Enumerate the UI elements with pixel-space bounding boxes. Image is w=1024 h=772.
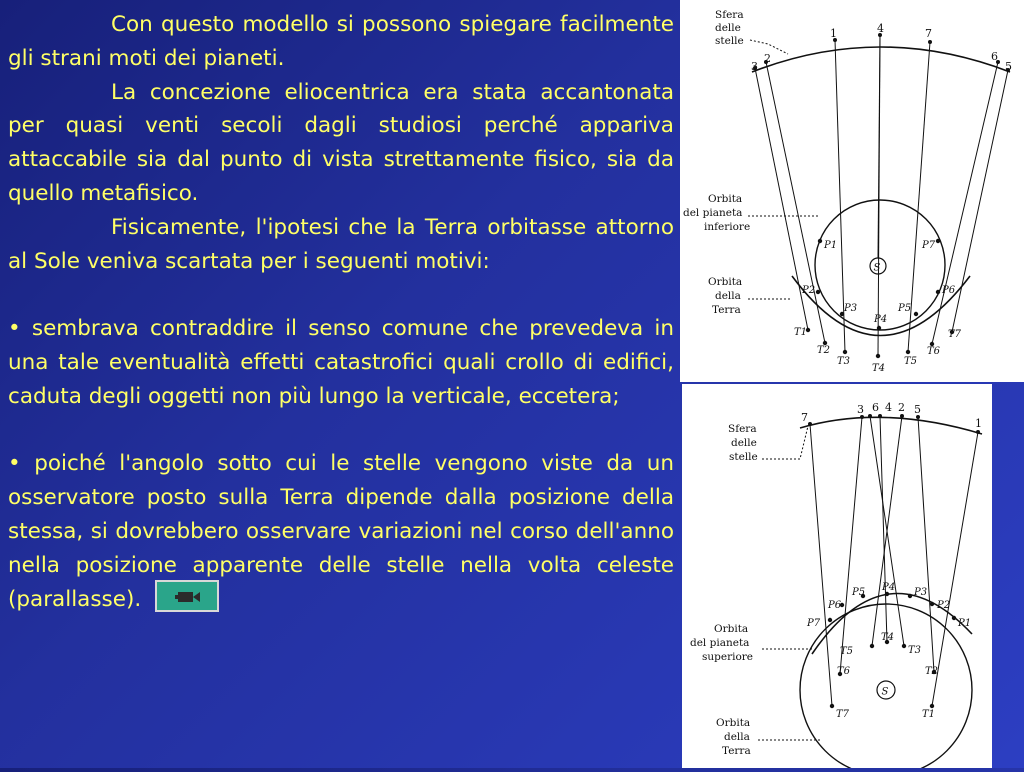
planet-orbit-label: del pianeta bbox=[690, 637, 750, 649]
earth-label: T2 bbox=[817, 345, 831, 356]
earth-label: T2 bbox=[925, 666, 939, 677]
star-number: 5 bbox=[914, 403, 921, 416]
planet-label: P4 bbox=[882, 582, 896, 593]
star-number: 2 bbox=[764, 52, 771, 65]
star-number: 4 bbox=[885, 401, 892, 414]
planet-label: P5 bbox=[898, 303, 912, 314]
sphere-label: Sfera bbox=[728, 423, 757, 435]
star-number: 4 bbox=[877, 22, 884, 35]
earth-orbit-label: Orbita bbox=[708, 276, 743, 288]
planet-label: P1 bbox=[824, 240, 838, 251]
planet-label: P7 bbox=[922, 240, 936, 251]
earth-label: T7 bbox=[836, 709, 850, 720]
figure-inferior-planet bbox=[680, 0, 1024, 382]
star-number: 1 bbox=[975, 417, 982, 430]
star-number: 3 bbox=[751, 60, 758, 73]
earth-label: T3 bbox=[908, 645, 922, 656]
earth-label: T4 bbox=[872, 363, 886, 374]
planet-orbit-label: inferiore bbox=[704, 221, 751, 233]
star-number: 7 bbox=[801, 411, 808, 424]
planet-orbit-label: superiore bbox=[702, 651, 754, 663]
planet-orbit-label: Orbita bbox=[708, 193, 743, 205]
sight-lines bbox=[755, 35, 1008, 356]
star-dots bbox=[808, 414, 980, 434]
figure-superior-planet bbox=[682, 384, 992, 768]
sphere-label: delle bbox=[731, 437, 757, 449]
earth-orbit-label: Terra bbox=[712, 304, 741, 316]
planet-label: P3 bbox=[914, 587, 928, 598]
inferior-planet-diagram bbox=[680, 0, 1024, 382]
sphere-label: stelle bbox=[729, 451, 758, 463]
video-camera-icon bbox=[175, 590, 201, 604]
planet-label: P5 bbox=[852, 587, 866, 598]
sphere-label: Sfera bbox=[715, 9, 744, 21]
paragraph-physical-objection: Fisicamente, l'ipotesi che la Terra orbitasse attorno al Sole veniva scartata per i seguenti motivi: bbox=[8, 214, 674, 274]
planet-label: P2 bbox=[802, 285, 816, 296]
star-sphere-arc bbox=[800, 417, 982, 434]
star-number: 5 bbox=[1005, 60, 1012, 73]
earth-label: T6 bbox=[927, 346, 941, 357]
sun-label: S bbox=[873, 262, 881, 274]
star-number: 7 bbox=[925, 27, 932, 40]
video-button[interactable] bbox=[155, 580, 219, 612]
earth-label: T4 bbox=[881, 632, 895, 643]
slide-text bbox=[8, 8, 674, 616]
earth-label: T5 bbox=[904, 356, 918, 367]
earth-label: T5 bbox=[840, 646, 854, 657]
planet-orbit-label: del pianeta bbox=[683, 207, 743, 219]
earth-orbit-label: della bbox=[715, 290, 741, 302]
star-number: 6 bbox=[872, 401, 879, 414]
paragraph-intro: Con questo modello si possono spiegare facilmente gli strani moti dei pianeti. bbox=[8, 12, 674, 71]
sphere-pointer bbox=[762, 426, 808, 459]
planet-label: P1 bbox=[958, 618, 972, 629]
earth-orbit-label: Terra bbox=[722, 745, 751, 757]
earth-label: T1 bbox=[922, 709, 936, 720]
planet-label: P7 bbox=[807, 618, 821, 629]
planet-orbit-label: Orbita bbox=[714, 623, 749, 635]
earth-label: T1 bbox=[794, 327, 808, 338]
star-number: 3 bbox=[857, 403, 864, 416]
planet-label: P6 bbox=[942, 285, 956, 296]
superior-planet-diagram bbox=[682, 384, 992, 768]
planet-label: P2 bbox=[937, 600, 951, 611]
star-dots bbox=[753, 33, 1010, 72]
planet-label: P6 bbox=[828, 600, 842, 611]
bullet-parallax bbox=[8, 447, 674, 616]
earth-orbit-label: Orbita bbox=[716, 717, 751, 729]
sight-lines bbox=[810, 416, 978, 706]
star-sphere-arc bbox=[752, 47, 1010, 72]
sphere-label: stelle bbox=[715, 35, 744, 47]
earth-label: T3 bbox=[837, 356, 851, 367]
sphere-label: delle bbox=[715, 22, 741, 34]
earth-orbit-label: della bbox=[724, 731, 750, 743]
planet-label: P3 bbox=[844, 303, 858, 314]
star-number: 2 bbox=[898, 401, 905, 414]
sun-label: S bbox=[881, 686, 889, 698]
paragraph-heliocentric: La concezione eliocentrica era stata accantonata per quasi venti secoli dagli studiosi perché appariva attaccabile sia dal punto di vista strettamente fisico, sia da quello metafisico. bbox=[8, 79, 674, 206]
planet-label: P4 bbox=[874, 314, 888, 325]
star-number: 6 bbox=[991, 50, 998, 63]
bullet-common-sense: • sembrava contraddire il senso comune che prevedeva in una tale eventualità effetti catastrofici quali crollo di edifici, caduta degli oggetti non più lungo la verticale, eccetera; bbox=[8, 316, 674, 409]
star-number: 1 bbox=[830, 27, 837, 40]
earth-label: T7 bbox=[948, 329, 962, 340]
earth-label: T6 bbox=[837, 666, 851, 677]
bullet-parallax-text: • poiché l'angolo sotto cui le stelle vengono viste da un osservatore posto sulla Terra dipende dalla posizione della stessa, si dovrebbero osservare variazioni nel corso dell'anno nella posizione apparente delle stelle nella volta celeste (parallasse). bbox=[8, 451, 674, 612]
